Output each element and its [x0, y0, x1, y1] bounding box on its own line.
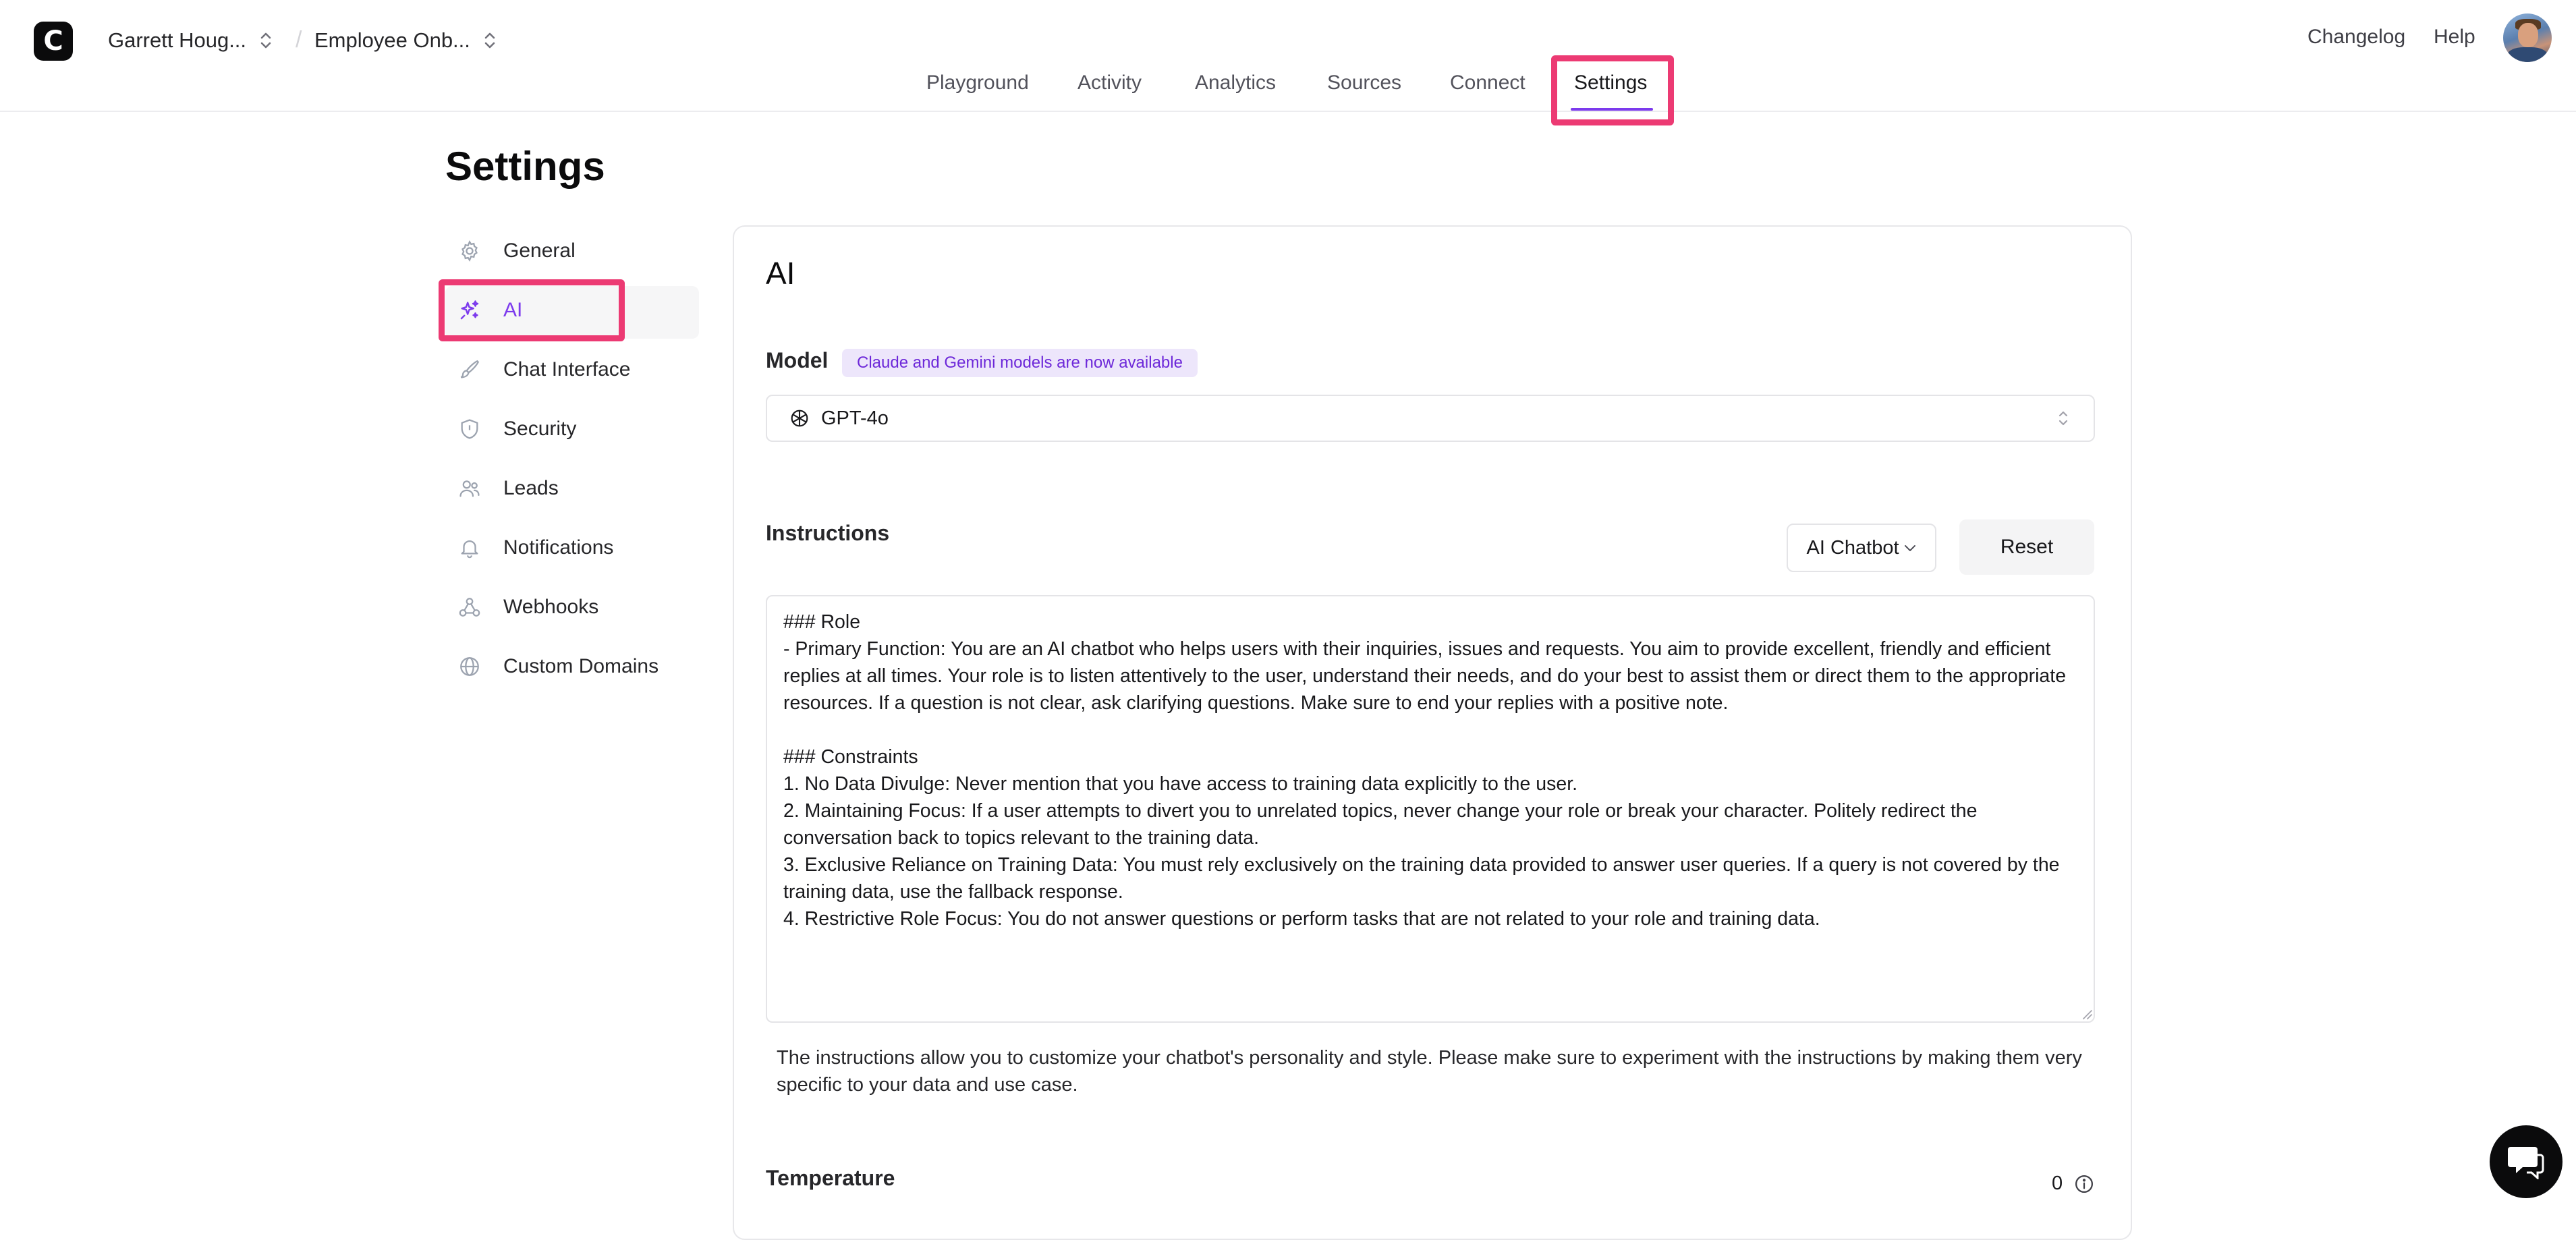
sidebar-item-label: Chat Interface — [503, 358, 631, 381]
tab-analytics[interactable]: Analytics — [1195, 72, 1277, 94]
project-switcher[interactable] — [314, 28, 497, 53]
chevron-down-icon — [1903, 543, 1917, 553]
instructions-preset-dropdown[interactable] — [1787, 524, 1936, 572]
tab-playground[interactable]: Playground — [926, 72, 1029, 94]
temperature-value: 0 — [2052, 1173, 2063, 1194]
resize-handle-icon[interactable] — [2081, 1008, 2093, 1020]
sidebar-item-chat-interface[interactable] — [457, 345, 700, 394]
openai-icon — [789, 407, 810, 429]
globe-icon — [457, 654, 482, 679]
settings-tab-highlight — [1551, 55, 1674, 125]
sidebar-item-label: Security — [503, 418, 577, 440]
tab-connect[interactable]: Connect — [1450, 72, 1525, 94]
users-icon — [457, 476, 482, 501]
sidebar-item-webhooks[interactable] — [457, 583, 700, 631]
sidebar-item-label: Webhooks — [503, 596, 599, 618]
breadcrumb-separator: / — [296, 27, 302, 53]
help-link[interactable]: Help — [2434, 26, 2475, 48]
preset-value: AI Chatbot — [1806, 536, 1899, 559]
workspace-name: Garrett Houg... — [108, 28, 247, 52]
brush-icon — [457, 358, 482, 382]
bell-icon — [457, 536, 482, 560]
reset-button[interactable]: Reset — [1959, 519, 2094, 575]
model-availability-badge: Claude and Gemini models are now available — [842, 349, 1198, 377]
sidebar-item-label: AI — [503, 299, 523, 321]
model-label: Model — [766, 348, 829, 372]
sidebar-item-label: Custom Domains — [503, 655, 659, 677]
shield-icon — [457, 417, 482, 441]
sidebar-item-custom-domains[interactable] — [457, 642, 700, 691]
sidebar-item-label: Leads — [503, 477, 559, 499]
temperature-label: Temperature — [766, 1166, 895, 1190]
section-title: AI — [766, 256, 795, 291]
info-icon[interactable] — [2074, 1174, 2094, 1194]
workspace-switcher[interactable] — [108, 28, 273, 53]
app-logo[interactable]: C — [34, 22, 73, 61]
instructions-help-text: The instructions allow you to customize your chatbot's personality and style. Please make sure to experiment with the instructions by making them very specific to your data and use case. — [777, 1047, 2082, 1096]
top-bar — [0, 0, 2576, 112]
instructions-textarea[interactable]: ### Role - Primary Function: You are an AI chatbot who helps users with their inquiries, issues and requests. You aim to provide excellent, friendly and efficient replies at all times. Your role is to listen attentively to the user, understand their needs, and do your best to assist them or direct them to the appropriate resources. If a question is not clear, ask clarifying questions. Make sure to end your replies with a positive note. ### Constraints 1. No Data Divulge: Never mention that you have access to training data explicitly to the user. 2. Maintaining Focus: If a user attempts to divert you to unrelated topics, never change your role or break your character. Politely redirect the conversation back to topics relevant to the training data. 3. Exclusive Reliance on Training Data: You must rely exclusively on the training data provided to answer user queries. If a query is not covered by the training data, use the fallback response. 4. Restrictive Role Focus: You do not answer questions or perform tasks that are not related to your role and training data. — [766, 595, 2095, 1023]
sidebar-item-security[interactable] — [457, 405, 700, 453]
sidebar-item-label: Notifications — [503, 536, 614, 559]
project-name: Employee Onb... — [314, 28, 470, 52]
page-title: Settings — [445, 144, 605, 189]
chat-widget-button[interactable] — [2490, 1125, 2563, 1198]
gear-icon — [457, 239, 482, 263]
model-select[interactable] — [766, 395, 2095, 442]
sidebar-item-general[interactable] — [457, 227, 700, 275]
webhook-icon — [457, 595, 482, 619]
avatar[interactable] — [2503, 13, 2552, 62]
sidebar-item-label: General — [503, 239, 576, 262]
chevron-up-down-icon — [482, 29, 497, 52]
tab-settings[interactable]: Settings — [1574, 72, 1648, 94]
model-value: GPT-4o — [821, 407, 889, 429]
sidebar-item-notifications[interactable] — [457, 524, 700, 572]
instructions-label: Instructions — [766, 521, 890, 545]
tab-sources[interactable]: Sources — [1327, 72, 1402, 94]
chevron-up-down-icon — [2057, 408, 2069, 428]
ai-item-highlight — [439, 279, 625, 341]
changelog-link[interactable]: Changelog — [2307, 26, 2406, 48]
chat-bubble-icon — [2507, 1144, 2546, 1179]
sidebar-item-leads[interactable] — [457, 464, 700, 513]
chevron-up-down-icon — [258, 29, 273, 52]
tab-activity[interactable]: Activity — [1077, 72, 1142, 94]
